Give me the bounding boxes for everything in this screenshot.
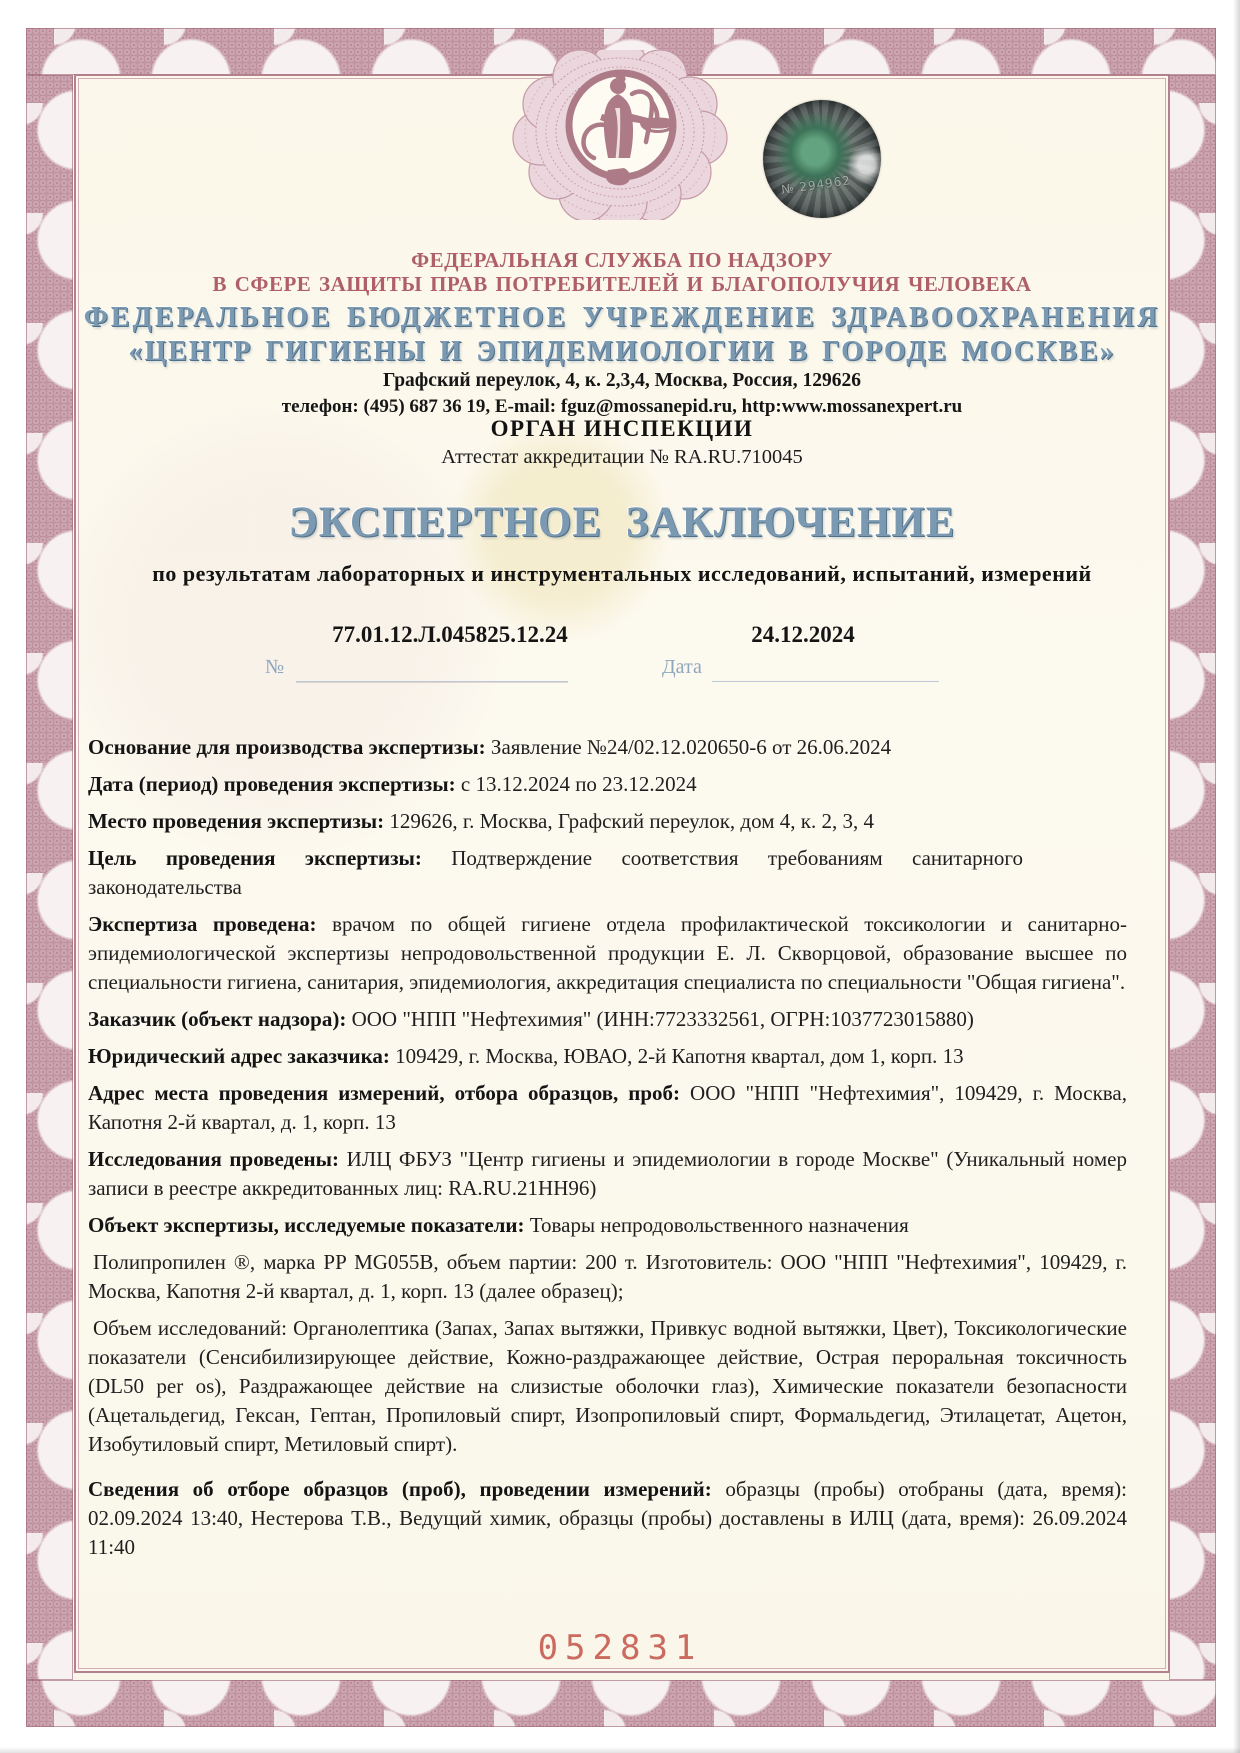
authority-name-line1: ФЕДЕРАЛЬНАЯ СЛУЖБА ПО НАДЗОРУ — [411, 248, 833, 272]
paragraph-measurement-address: Адрес места проведения измерений, отбора образцов, проб: ООО "НПП "Нефтехимия", 109429, г. Москва, Капотня 2-й квартал, д. 1, корп. 13 — [88, 1081, 1128, 1134]
document-body — [88, 733, 1127, 1570]
document-date-value: 24.12.2024 — [751, 622, 855, 647]
document-number-value: 77.01.12.Л.045825.12.24 — [332, 622, 568, 647]
paragraph-period: Дата (период) проведения экспертизы: с 13.12.2024 по 23.12.2024 — [88, 772, 697, 796]
paragraph-expert: Экспертиза проведена: врачом по общей гигиене отдела профилактической токсикологии и санитарно-эпидемиологической экспертизы непродовольственной продукции Е. Л. Скворцовой, образование высшее по специальности гигиена, санитария, эпидемиология, аккредитация специалиста по специальности "Общая гигиена". — [88, 912, 1127, 994]
document-date-label: Дата — [662, 656, 702, 678]
authority-name-line2: В СФЕРЕ ЗАЩИТЫ ПРАВ ПОТРЕБИТЕЛЕЙ И БЛАГОПОЛУЧИЯ ЧЕЛОВЕКА — [212, 272, 1032, 296]
date-underline — [712, 681, 939, 682]
accreditation-number: Аттестат аккредитации № RA.RU.710045 — [441, 446, 803, 468]
paragraph-legal-address: Юридический адрес заказчика: 109429, г. Москва, ЮВАО, 2-й Капотня квартал, дом 1, корп. 13 — [88, 1044, 964, 1068]
hologram-number: № 294962 — [780, 173, 852, 197]
number-underline — [296, 681, 568, 682]
serial-number: 052831 — [537, 1628, 703, 1668]
paragraph-lab: Исследования проведены: ИЛЦ ФБУЗ "Центр гигиены и эпидемиологии в городе Москве" (Уникальный номер записи в реестре аккредитованных лиц: RA.RU.21НН96) — [88, 1147, 1127, 1200]
rospotrebnadzor-emblem — [512, 50, 728, 220]
guilloche-border-bottom — [26, 1680, 1216, 1727]
guilloche-border-right — [1169, 75, 1216, 1680]
paragraph-object: Объект экспертизы, исследуемые показатели: Товары непродовольственного назначения — [88, 1213, 909, 1237]
institution-name-line1: ФЕДЕРАЛЬНОЕ БЮДЖЕТНОЕ УЧРЕЖДЕНИЕ ЗДРАВООХРАНЕНИЯ — [83, 302, 1161, 333]
paragraph-basis: Основание для производства экспертизы: Заявление №24/02.12.020650-6 от 26.06.2024 — [88, 735, 892, 759]
paragraph-sampling: Сведения об отборе образцов (проб), проведении измерений: образцы (пробы) отобраны (дата, время): 02.09.2024 13:40, Нестерова Т.В., Ведущий химик, образцы (пробы) доставлены в ИЛЦ (дата, время): 26.09.2024 11:40 — [88, 1477, 1127, 1559]
paragraph-product: Полипропилен ®, марка PP MG055B, объем партии: 200 т. Изготовитель: ООО "НПП "Нефтехимия", 109429, г. Москва, Капотня 2-й квартал, д. 1, корп. 13 (далее образец); — [88, 1250, 1127, 1303]
hologram-seal — [763, 100, 881, 218]
inspection-body-name: ОРГАН ИНСПЕКЦИИ — [490, 416, 754, 441]
paragraph-scope: Объем исследований: Органолептика (Запах, Запах вытяжки, Привкус водной вытяжки, Цвет), Токсикологические показатели (Сенсибилизирующее действие, Кожно-раздражающее действие, Острая пероральная токсичность (DL50 per os), Раздражающее действие на слизистые оболочки глаз), Химические показатели безопасности (Ацетальдегид, Гексан, Гептан, Пропиловый спирт, Изопропиловый спирт, Формальдегид, Этилацетат, Ацетон, Изобутиловый спирт, Метиловый спирт). — [88, 1316, 1127, 1456]
paragraph-customer: Заказчик (объект надзора): ООО "НПП "Нефтехимия" (ИНН:7723332561, ОГРН:1037723015880) — [88, 1007, 974, 1031]
institution-address: Графский переулок, 4, к. 2,3,4, Москва, Россия, 129626 — [383, 370, 861, 391]
paragraph-purpose: Цель проведения экспертизы: Подтверждение соответствия требованиям санитарного законодательства — [88, 846, 1023, 899]
paragraph-place: Место проведения экспертизы: 129626, г. Москва, Графский переулок, дом 4, к. 2, 3, 4 — [88, 809, 874, 833]
document-title: ЭКСПЕРТНОЕ ЗАКЛЮЧЕНИЕ — [288, 499, 956, 546]
document-subtitle: по результатам лабораторных и инструментальных исследований, испытаний, измерений — [152, 561, 1092, 586]
document-number-label: № — [265, 656, 285, 678]
institution-contacts: телефон: (495) 687 36 19, E-mail: fguz@mossanepid.ru, http:www.mossanexpert.ru — [281, 396, 963, 417]
institution-name-line2: «ЦЕНТР ГИГИЕНЫ И ЭПИДЕМИОЛОГИИ В ГОРОДЕ МОСКВЕ» — [128, 336, 1116, 367]
guilloche-border-left — [26, 75, 73, 1680]
